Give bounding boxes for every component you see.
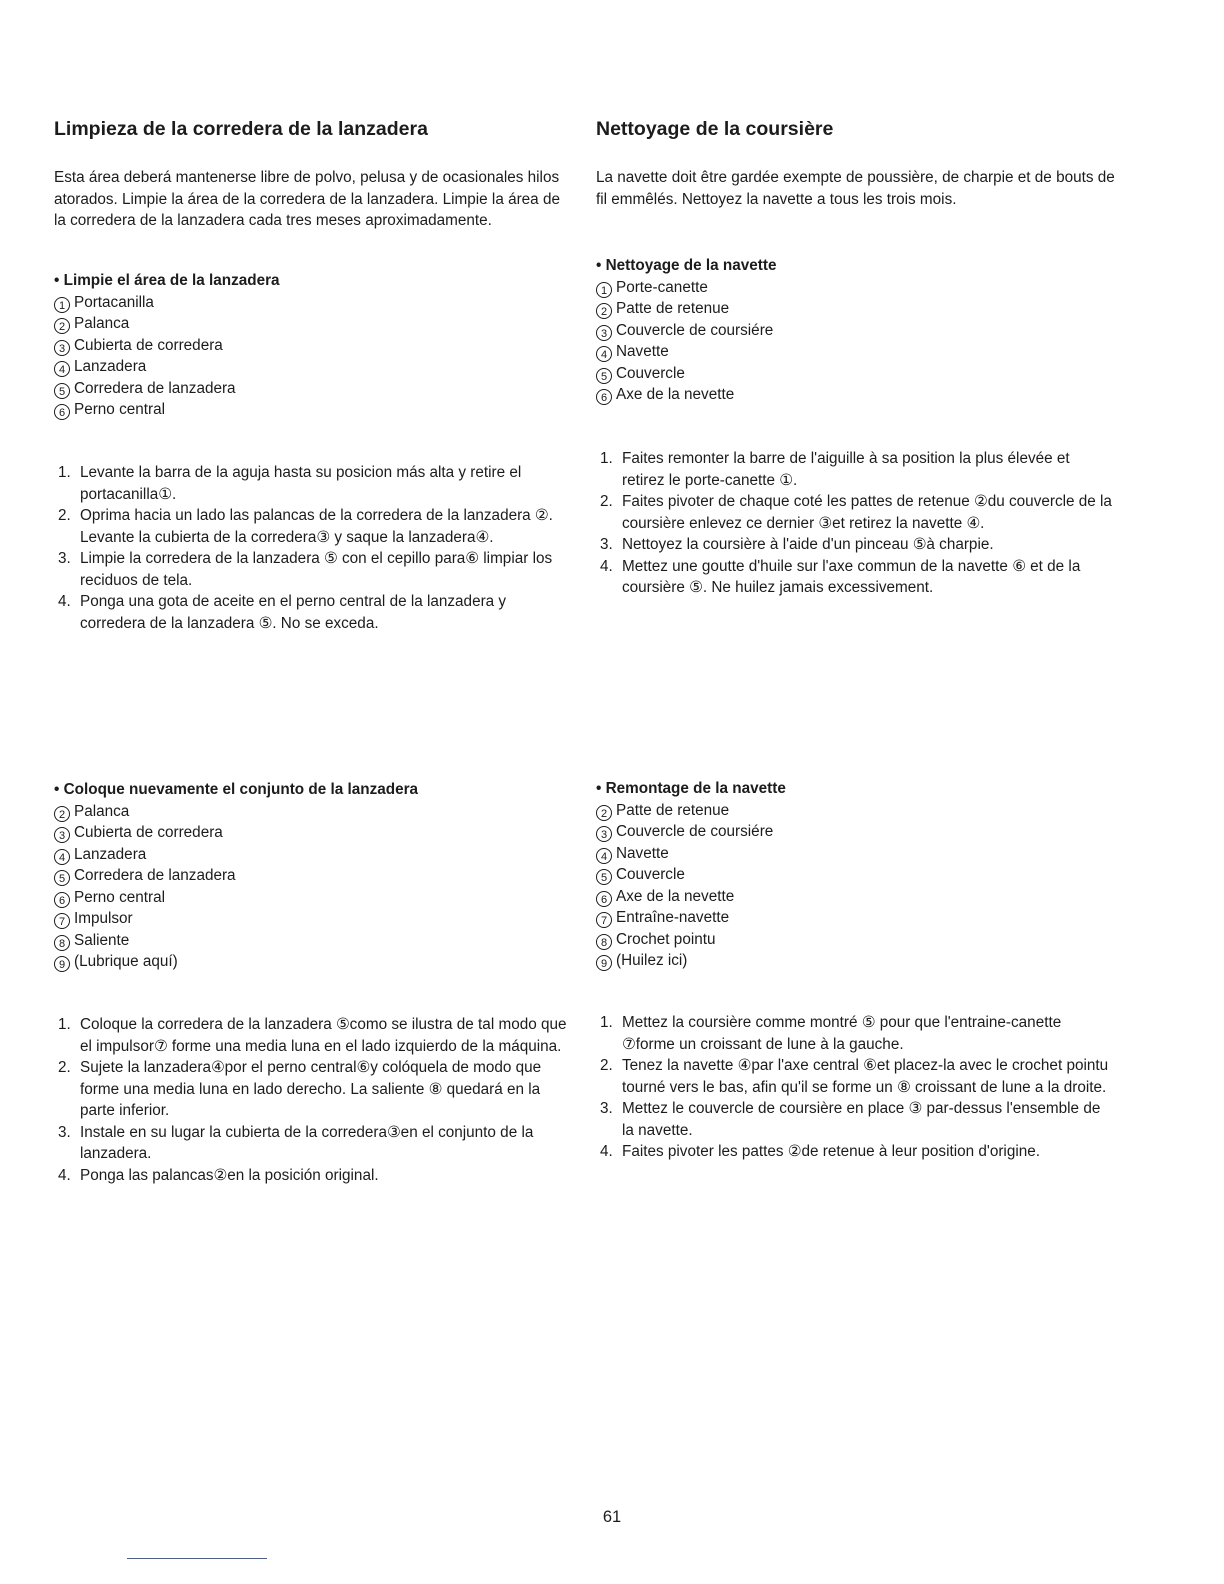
callout-number: 4	[54, 849, 70, 865]
part-item	[54, 378, 280, 400]
callout-number: 6	[596, 389, 612, 405]
callout-number: 3	[596, 325, 612, 341]
callout-number: 1	[54, 297, 70, 313]
clean-steps-es	[54, 462, 574, 634]
step-number: 1.	[58, 1016, 71, 1033]
callout-number: 5	[54, 383, 70, 399]
part-item	[596, 864, 786, 886]
part-label: Cubierta de corredera	[74, 824, 223, 841]
step-item	[54, 462, 574, 505]
part-item	[596, 320, 776, 342]
part-item	[54, 801, 418, 823]
callout-number: 4	[54, 361, 70, 377]
step-number: 2.	[600, 1057, 613, 1074]
clean-steps-fr	[596, 448, 1116, 599]
part-label: Impulsor	[74, 910, 133, 927]
step-text: Levante la barra de la aguja hasta su posicion más alta y retire el portacanilla①.	[80, 464, 522, 503]
part-label: Porte-canette	[616, 278, 708, 296]
part-item	[596, 298, 776, 320]
step-number: 2.	[600, 493, 613, 510]
part-item	[596, 341, 776, 363]
step-item	[54, 1057, 574, 1122]
part-label: Lanzadera	[74, 845, 147, 863]
callout-number: 3	[54, 827, 70, 843]
part-item	[54, 335, 280, 357]
part-label: Patte de retenue	[616, 300, 730, 317]
part-item	[596, 929, 786, 951]
step-text: Coloque la corredera de la lanzadera ⑤como se ilustra de tal modo que el impulsor⑦ forme una media luna en el lado izquierdo de la máquina.	[80, 1016, 567, 1055]
reassemble-parts-es	[54, 779, 418, 973]
step-text: Mettez la coursière comme montré ⑤ pour que l'entraine-canette ⑦forme un croissant de lune à la gauche.	[622, 1014, 1062, 1053]
step-item	[596, 1098, 1116, 1141]
step-text: Sujete la lanzadera④por el perno central⑥y colóquela de modo que forme una media luna en lado derecho. La saliente ⑧ quedará en la parte inferior.	[80, 1059, 542, 1119]
step-text: Ponga las palancas②en la posición original.	[80, 1166, 379, 1184]
page-number: 61	[602, 1508, 622, 1526]
intro-fr: La navette doit être gardée exempte de poussière, de charpie et de bouts de fil emmêlés. Nettoyez la navette a tous les trois mois.	[596, 169, 1115, 208]
step-item	[596, 1141, 1116, 1163]
part-label: Saliente	[74, 931, 130, 949]
part-item	[54, 822, 418, 844]
reassemble-steps-fr	[596, 1012, 1116, 1163]
part-item	[596, 800, 786, 822]
part-item	[54, 865, 418, 887]
part-label: Entraîne-navette	[616, 909, 730, 926]
part-item	[54, 292, 280, 314]
step-number: 1.	[600, 450, 613, 467]
callout-number: 6	[596, 891, 612, 907]
step-item	[596, 448, 1116, 491]
step-text: Faites pivoter de chaque coté les pattes de retenue ②du couvercle de la coursière enlevez ce dernier ③et retirez la navette ④.	[622, 493, 1112, 532]
part-label: Palanca	[74, 315, 130, 332]
callout-number: 6	[54, 404, 70, 420]
reassemble-parts-list-es	[54, 801, 418, 973]
callout-number: 8	[596, 934, 612, 950]
callout-number: 9	[54, 956, 70, 972]
part-label: Lanzadera	[74, 358, 147, 375]
part-item	[54, 951, 418, 973]
part-item	[54, 399, 280, 421]
clean-heading-es: • Limpie el área de la lanzadera	[54, 272, 280, 289]
part-item	[54, 844, 418, 866]
part-label: Couvercle de coursiére	[616, 823, 774, 840]
part-label: Navette	[616, 844, 669, 862]
step-text: Nettoyez la coursière à l'aide d'un pinceau ⑤à charpie.	[622, 536, 994, 553]
part-label: (Lubrique aquí)	[74, 953, 178, 970]
step-item	[54, 1014, 574, 1057]
part-label: Perno central	[74, 888, 165, 906]
step-text: Limpie la corredera de la lanzadera ⑤ con el cepillo para⑥ limpiar los reciduos de tela.	[80, 550, 553, 589]
callout-number: 2	[596, 805, 612, 821]
step-item	[596, 556, 1116, 599]
step-number: 2.	[58, 1059, 71, 1076]
part-item	[596, 821, 786, 843]
step-text: Mettez le couvercle de coursière en place ③ par-dessus l'ensemble de la navette.	[622, 1100, 1101, 1139]
part-item	[596, 843, 786, 865]
step-number: 4.	[600, 1143, 613, 1160]
step-number: 3.	[600, 536, 613, 553]
reassemble-heading-es: • Coloque nuevamente el conjunto de la lanzadera	[54, 781, 419, 798]
step-item	[596, 1012, 1116, 1055]
step-number: 4.	[58, 1166, 71, 1184]
part-label: Palanca	[74, 802, 130, 820]
part-label: Navette	[616, 343, 669, 360]
part-label: Axe de la nevette	[616, 887, 735, 905]
part-item	[596, 950, 786, 972]
clean-parts-list-fr	[596, 277, 776, 406]
part-label: Axe de la nevette	[616, 386, 735, 403]
callout-number: 3	[596, 826, 612, 842]
callout-number: 9	[596, 955, 612, 971]
step-item	[596, 534, 1116, 556]
callout-number: 2	[54, 318, 70, 334]
clean-parts-es	[54, 270, 280, 421]
part-item	[596, 907, 786, 929]
step-text: Faites remonter la barre de l'aiguille à sa position la plus élevée et retirez le porte-canette ①.	[622, 450, 1070, 489]
step-text: Mettez une goutte d'huile sur l'axe commun de la navette ⑥ et de la coursière ⑤. Ne huilez jamais excessivement.	[622, 557, 1081, 596]
part-item	[596, 363, 776, 385]
step-number: 3.	[58, 1123, 71, 1141]
footer-rule	[127, 1558, 267, 1559]
part-label: Corredera de lanzadera	[74, 867, 236, 884]
part-label: Cubierta de corredera	[74, 336, 223, 354]
callout-number: 5	[596, 368, 612, 384]
intro-es: Esta área deberá mantenerse libre de polvo, pelusa y de ocasionales hilos atorados. Limpie la área de la corredera de la lanzadera. Limpie la área de la corredera de la lanzadera cada tres meses aproximadamente.	[54, 169, 560, 229]
step-text: Tenez la navette ④par l'axe central ⑥et placez-la avec le crochet pointu tourné vers le bas, afin qu'il se forme un ⑧ croissant de lune a la droite.	[622, 1057, 1109, 1096]
callout-number: 8	[54, 935, 70, 951]
step-text: Oprima hacia un lado las palancas de la corredera de la lanzadera ②. Levante la cubierta de la corredera③ y saque la lanzadera④.	[80, 507, 553, 546]
step-item	[54, 505, 574, 548]
callout-number: 4	[596, 346, 612, 362]
part-item	[596, 277, 776, 299]
step-item	[54, 1122, 574, 1165]
reassemble-parts-fr	[596, 778, 786, 972]
step-number: 1.	[58, 464, 71, 481]
step-text: Instale en su lugar la cubierta de la corredera③en el conjunto de la lanzadera.	[80, 1123, 534, 1162]
callout-number: 2	[54, 806, 70, 822]
callout-number: 2	[596, 303, 612, 319]
clean-parts-list-es	[54, 292, 280, 421]
step-number: 3.	[58, 550, 71, 567]
part-item	[596, 384, 776, 406]
section-title-fr: Nettoyage de la coursière	[596, 118, 834, 140]
reassemble-parts-list-fr	[596, 800, 786, 972]
step-item	[54, 1165, 574, 1187]
clean-heading-fr: • Nettoyage de la navette	[596, 257, 777, 274]
callout-number: 4	[596, 848, 612, 864]
step-item	[54, 548, 574, 591]
part-label: Couvercle de coursiére	[616, 321, 774, 339]
callout-number: 3	[54, 340, 70, 356]
part-item	[54, 313, 280, 335]
part-item	[54, 908, 418, 930]
step-item	[54, 591, 574, 634]
step-item	[596, 491, 1116, 534]
part-label: Corredera de lanzadera	[74, 379, 236, 397]
part-label: Crochet pointu	[616, 930, 716, 948]
step-number: 1.	[600, 1014, 613, 1031]
clean-parts-fr	[596, 255, 776, 406]
part-item	[54, 887, 418, 909]
part-item	[596, 886, 786, 908]
step-text: Faites pivoter les pattes ②de retenue à leur position d'origine.	[622, 1143, 1040, 1160]
part-label: (Huilez ici)	[616, 952, 688, 969]
step-number: 2.	[58, 507, 71, 524]
part-label: Couvercle	[616, 364, 685, 382]
section-title-es: Limpieza de la corredera de la lanzadera	[54, 118, 428, 140]
callout-number: 7	[54, 913, 70, 929]
step-number: 3.	[600, 1100, 613, 1117]
reassemble-steps-es	[54, 1014, 574, 1186]
callout-number: 7	[596, 912, 612, 928]
callout-number: 1	[596, 282, 612, 298]
part-label: Couvercle	[616, 866, 685, 883]
step-number: 4.	[600, 557, 613, 575]
reassemble-heading-fr: • Remontage de la navette	[596, 780, 786, 797]
part-item	[54, 356, 280, 378]
part-label: Portacanilla	[74, 293, 154, 311]
callout-number: 5	[54, 870, 70, 886]
part-label: Patte de retenue	[616, 801, 730, 819]
callout-number: 5	[596, 869, 612, 885]
callout-number: 6	[54, 892, 70, 908]
step-number: 4.	[58, 593, 71, 610]
step-text: Ponga una gota de aceite en el perno central de la lanzadera y corredera de la lanzadera ⑤. No se exceda.	[80, 593, 507, 632]
part-label: Perno central	[74, 401, 165, 418]
step-item	[596, 1055, 1116, 1098]
part-item	[54, 930, 418, 952]
